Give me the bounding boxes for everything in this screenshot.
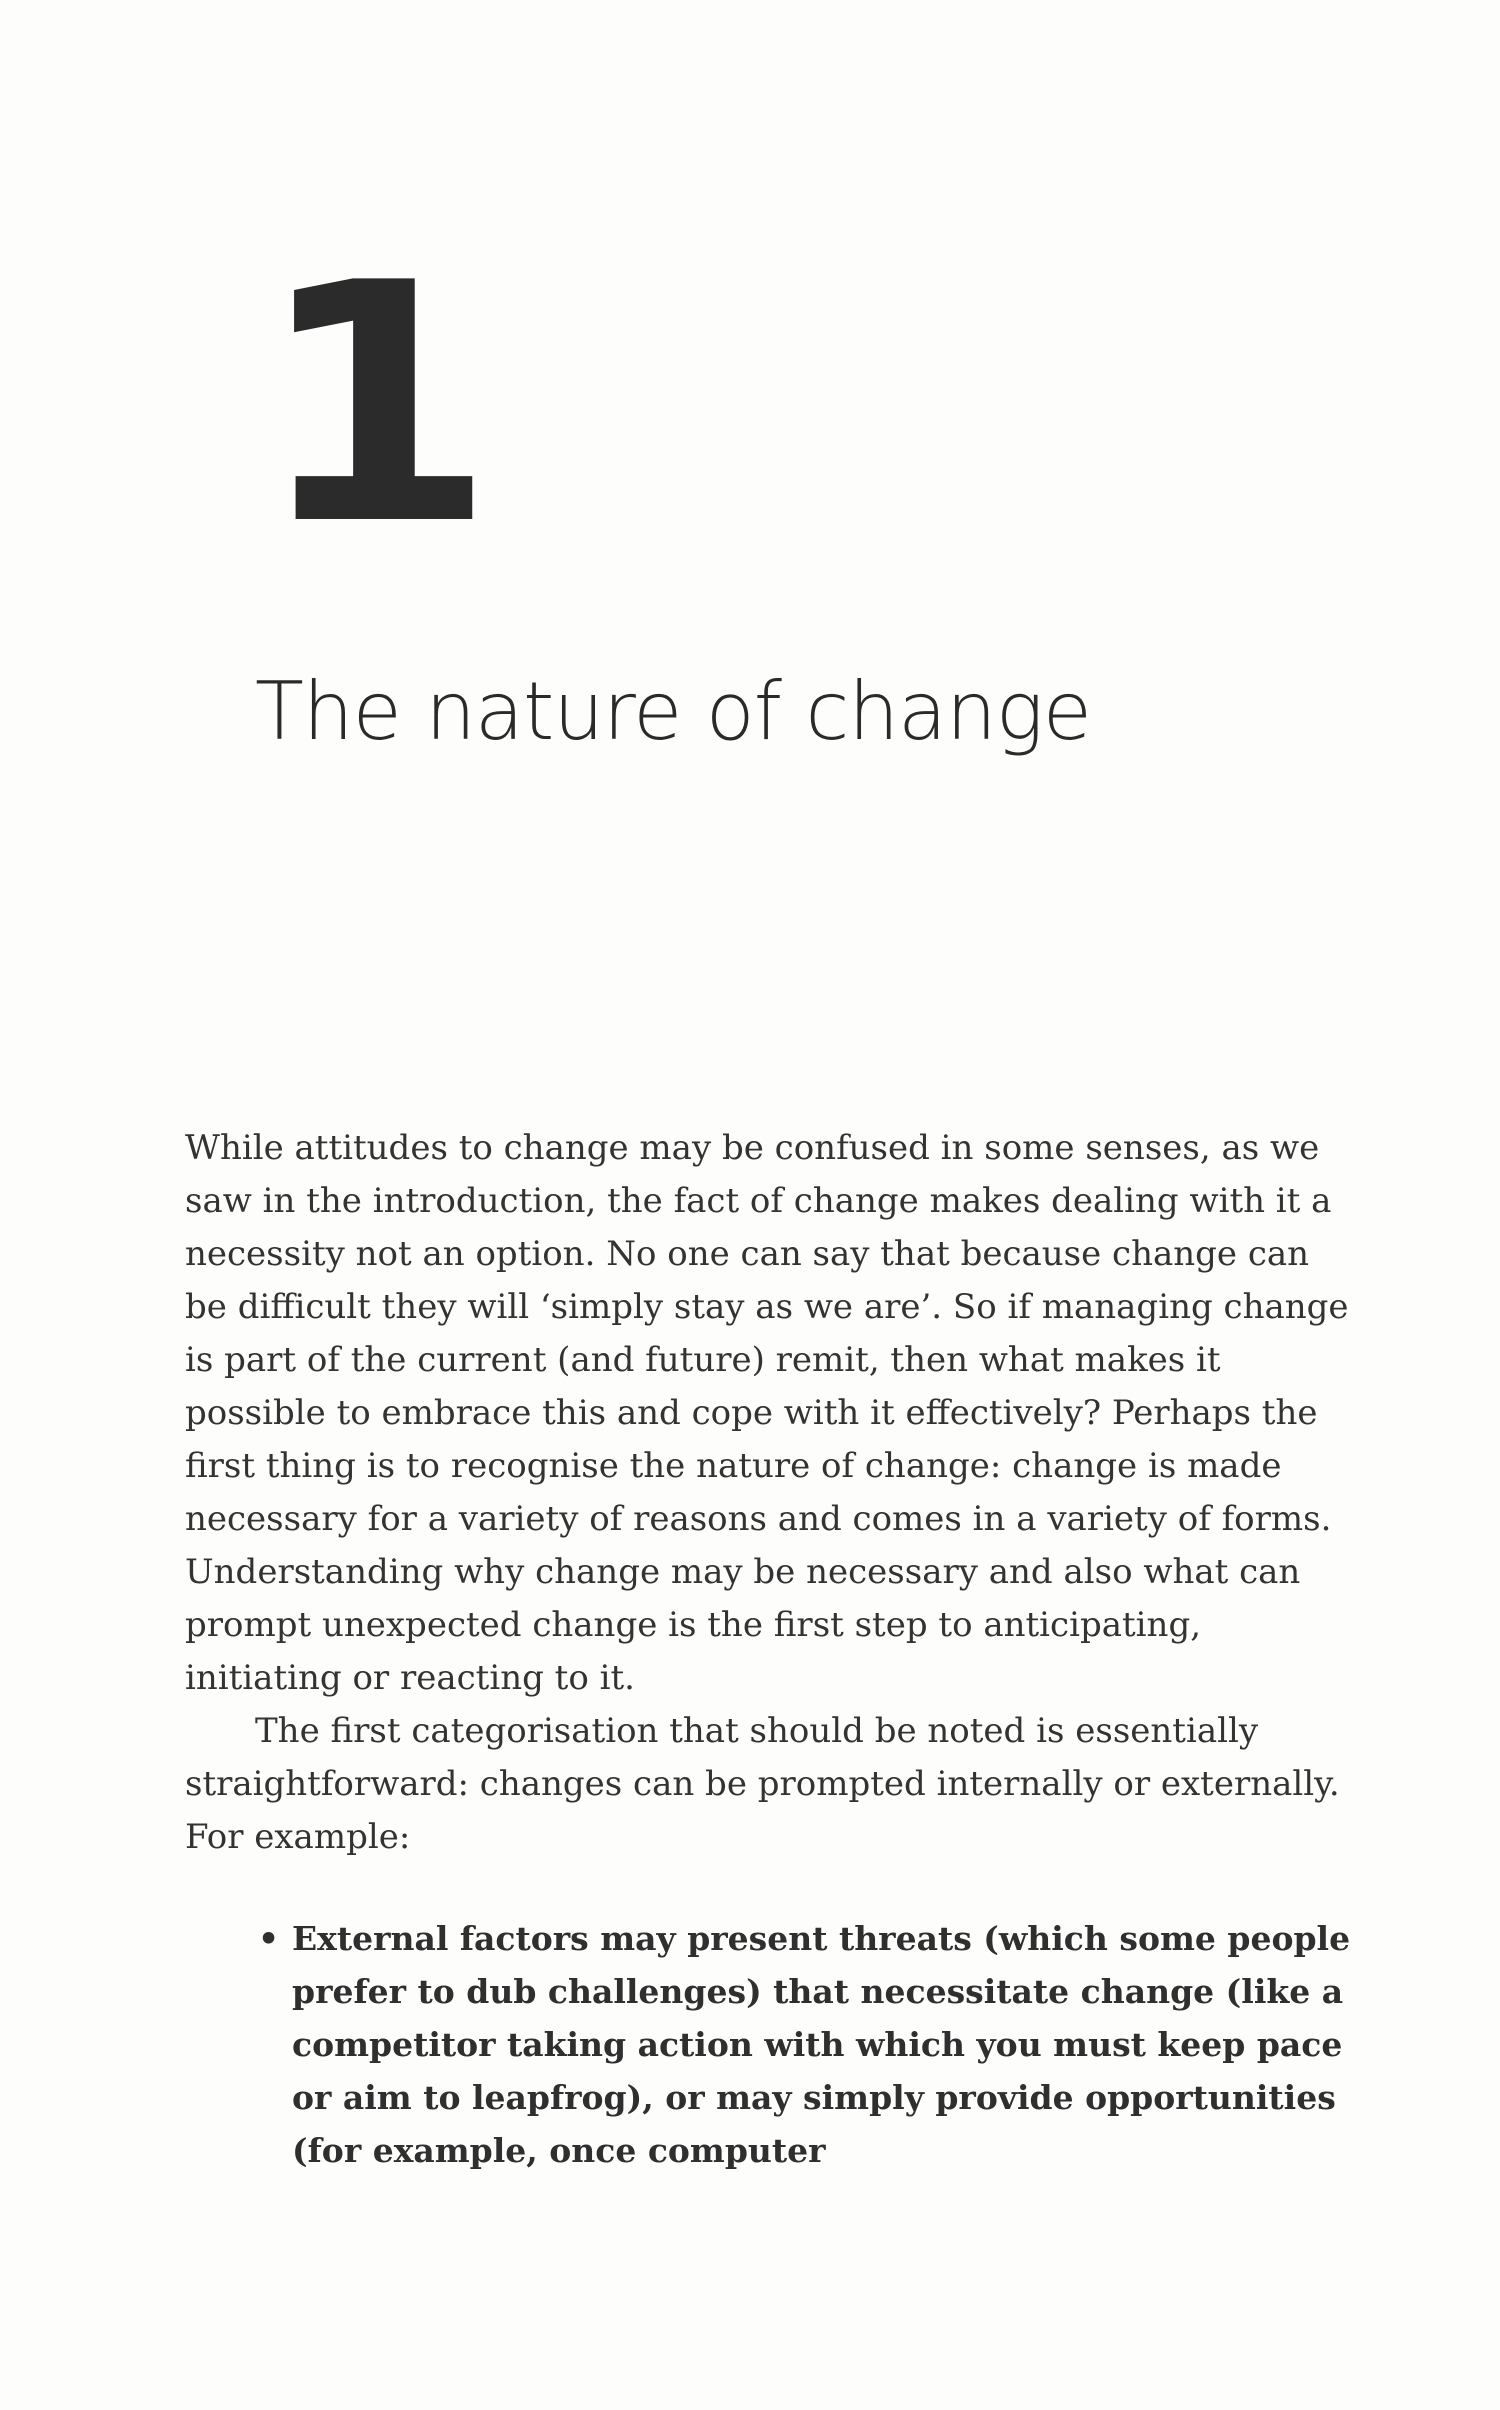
paragraph-intro: While attitudes to change may be confused in some senses, as we saw in the introduction, the fact of change makes dealing with it a necessity not an option. No one can say that because change can be difficult they will ‘simply stay as we are’. So if managing change is part of the current (and future) remit, then what makes it possible to embrace this and cope with it effectively? Perhaps the first thing is to recognise the nature of change: change is made necessary for a variety of reasons and comes in a variety of forms. Understanding why change may be necessary and also what can prompt unexpected change is the first step to anticipating, initiating or reacting to it.	[185, 1128, 1349, 1698]
paragraph-categorisation: The first categorisation that should be noted is essentially straightforward: changes can be prompted internally or externally. For example:	[185, 1711, 1340, 1857]
bullet-text: External factors may present threats (which some people prefer to dub challenges) that necessitate change (like a competitor taking action with which you must keep pace or aim to leapfrog), or may simply provide opportunities (for example, once computer	[292, 1919, 1351, 2170]
bullet-list	[250, 1912, 1360, 2177]
chapter-number: 1	[255, 213, 486, 597]
bullet-marker: •	[258, 1919, 280, 1958]
body-text	[185, 1122, 1360, 1864]
list-item	[250, 1912, 1360, 2177]
chapter-title: The nature of change	[255, 665, 1091, 758]
